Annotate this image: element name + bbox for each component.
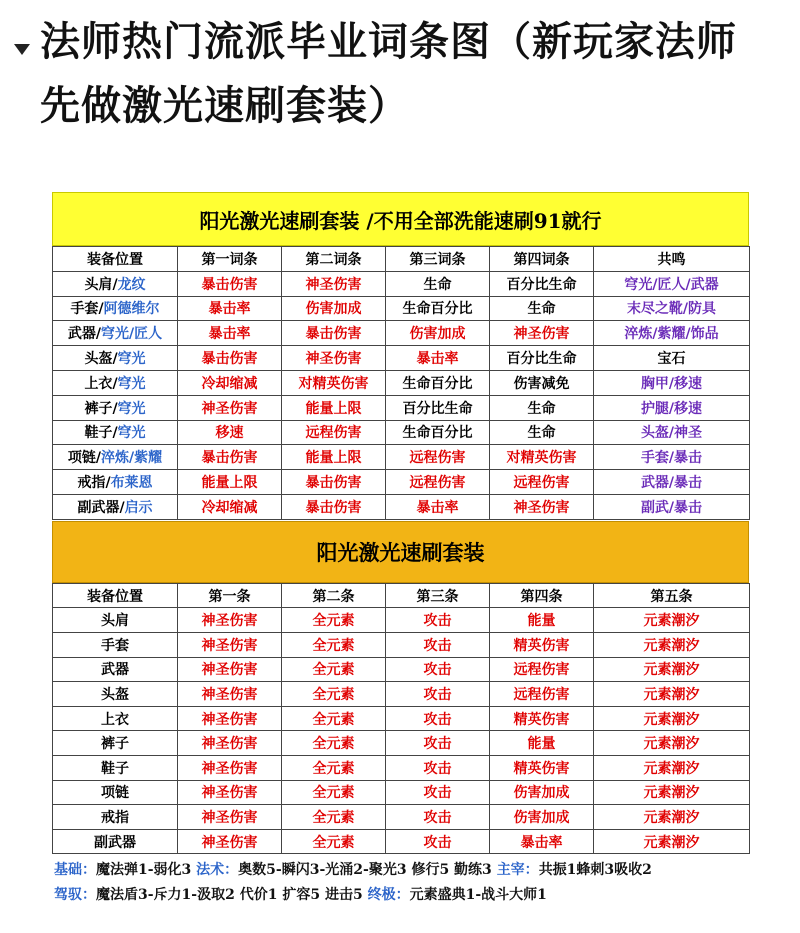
slot-legendary: 穹光 (117, 425, 146, 442)
table2-header-cell: 第四条 (490, 583, 594, 608)
table2-header-cell: 第三条 (386, 583, 490, 608)
affix-cell: 远程伤害 (282, 420, 386, 445)
slot-legendary: 穹光 (117, 351, 146, 368)
slot-cell (53, 370, 178, 395)
affix-cell: 攻击 (386, 706, 490, 731)
table2-row (53, 780, 750, 805)
affix-cell: 全元素 (282, 731, 386, 756)
affix-cell: 远程伤害 (490, 682, 594, 707)
affix-cell: 元素潮汐 (594, 657, 750, 682)
table2-header-cell: 第五条 (594, 583, 750, 608)
affix-cell: 攻击 (386, 682, 490, 707)
slot-cell: 头肩 (53, 608, 178, 633)
table1-header-cell: 第一词条 (178, 247, 282, 272)
affix-cell: 能量上限 (178, 470, 282, 495)
affix-cell: 能量上限 (282, 445, 386, 470)
affix-cell: 元素潮汐 (594, 805, 750, 830)
table1-row (53, 296, 750, 321)
affix-cell: 神圣伤害 (178, 829, 282, 854)
collapse-caret-icon[interactable] (14, 44, 30, 55)
affix-cell: 冷却缩减 (178, 370, 282, 395)
slot-name: 副武器 (77, 499, 120, 516)
affix-cell: 神圣伤害 (282, 346, 386, 371)
slot-name: 戒指 (77, 475, 106, 492)
table1-row (53, 445, 750, 470)
slot-name: 头盔 (84, 351, 113, 368)
slot-cell: 手套 (53, 632, 178, 657)
skill-category: 驾驭： (54, 887, 96, 904)
affix-cell: 暴击伤害 (178, 271, 282, 296)
table2-header-cell: 装备位置 (53, 583, 178, 608)
affix-cell: 暴击率 (178, 321, 282, 346)
footer-line-1 (52, 858, 749, 883)
resonance-cell: 副武/暴击 (594, 494, 750, 519)
affix-cell: 生命百分比 (386, 296, 490, 321)
affix-cell: 全元素 (282, 632, 386, 657)
affix-cell: 精英伤害 (490, 755, 594, 780)
affix-cell: 全元素 (282, 780, 386, 805)
skill-list: 魔法弹1-弱化3 (96, 862, 197, 879)
affix-cell: 暴击率 (178, 296, 282, 321)
resonance-cell: 头盔/神圣 (594, 420, 750, 445)
skill-category: 终极： (367, 887, 410, 904)
affix-cell: 生命 (490, 395, 594, 420)
heading-title: 法师热门流派毕业词条图（新玩家法师先做激光速刷套装） (40, 19, 737, 129)
affix-cell: 伤害加成 (490, 805, 594, 830)
skill-category: 主宰： (496, 862, 539, 879)
affix-cell: 暴击伤害 (282, 321, 386, 346)
affix-cell: 百分比生命 (490, 346, 594, 371)
affix-cell: 生命百分比 (386, 370, 490, 395)
affix-cell: 神圣伤害 (178, 682, 282, 707)
slot-name: 裤子 (84, 400, 113, 417)
table1-header-cell: 第四词条 (490, 247, 594, 272)
affix-cell: 全元素 (282, 657, 386, 682)
affix-cell: 攻击 (386, 608, 490, 633)
slot-cell (53, 395, 178, 420)
table1-header-row (53, 247, 750, 272)
affix-cell: 能量上限 (282, 395, 386, 420)
affix-cell: 神圣伤害 (178, 731, 282, 756)
resonance-cell: 末尽之靴/防具 (594, 296, 750, 321)
affix-cell: 能量 (490, 731, 594, 756)
slot-cell: 项链 (53, 780, 178, 805)
affix-cell: 暴击率 (386, 346, 490, 371)
table1-row (53, 370, 750, 395)
slot-name: 头肩 (84, 276, 113, 293)
table2-row (53, 805, 750, 830)
affix-cell: 百分比生命 (490, 271, 594, 296)
affix-cell: 神圣伤害 (178, 657, 282, 682)
slot-name: 上衣 (84, 375, 113, 392)
affix-cell: 伤害减免 (490, 370, 594, 395)
slot-legendary: 龙纹 (117, 276, 146, 293)
skill-category: 基础： (54, 862, 96, 879)
table2-banner: 阳光激光速刷套装 (52, 521, 749, 583)
affix-cell: 能量 (490, 608, 594, 633)
affix-cell: 伤害加成 (490, 780, 594, 805)
table1-row (53, 321, 750, 346)
table2-row (53, 731, 750, 756)
table1-header-cell: 第二词条 (282, 247, 386, 272)
table2-row (53, 706, 750, 731)
resonance-cell: 宝石 (594, 346, 750, 371)
affix-cell: 元素潮汐 (594, 632, 750, 657)
slot-legendary: 穹光 (117, 400, 146, 417)
affix-cell: 远程伤害 (386, 470, 490, 495)
table2-header-cell: 第一条 (178, 583, 282, 608)
skill-list: 奥数5-瞬闪3-光涌2-聚光3 修行5 勤练3 (238, 862, 497, 879)
slot-separator: / (112, 276, 118, 293)
slot-cell (53, 296, 178, 321)
slot-legendary: 穹光 (117, 375, 146, 392)
affix-cell: 神圣伤害 (178, 755, 282, 780)
slot-separator: / (112, 375, 118, 392)
resonance-cell: 淬炼/紫耀/饰品 (594, 321, 750, 346)
affix-cell: 远程伤害 (490, 470, 594, 495)
footer-line-2 (52, 883, 749, 908)
affix-cell: 对精英伤害 (490, 445, 594, 470)
slot-separator: / (98, 301, 104, 318)
slot-separator: / (112, 400, 118, 417)
affix-cell: 攻击 (386, 755, 490, 780)
slot-cell (53, 445, 178, 470)
affix-cell: 全元素 (282, 805, 386, 830)
affix-cell: 神圣伤害 (282, 271, 386, 296)
affix-cell: 攻击 (386, 829, 490, 854)
affix-cell: 元素潮汐 (594, 682, 750, 707)
table2-header-row (53, 583, 750, 608)
table1-row (53, 271, 750, 296)
affix-cell: 百分比生命 (386, 395, 490, 420)
slot-legendary: 阿德维尔 (103, 301, 160, 318)
affix-cell: 对精英伤害 (282, 370, 386, 395)
slot-name: 手套 (70, 301, 99, 318)
affix-cell: 神圣伤害 (178, 395, 282, 420)
affix-cell: 攻击 (386, 657, 490, 682)
slot-cell (53, 494, 178, 519)
slot-cell (53, 420, 178, 445)
skill-list: 魔法盾3-斥力1-汲取2 代价1 扩容5 进击5 (96, 887, 368, 904)
affix-cell: 元素潮汐 (594, 706, 750, 731)
table1-row (53, 420, 750, 445)
affix-cell: 全元素 (282, 682, 386, 707)
affix-cell: 神圣伤害 (178, 706, 282, 731)
affix-cell: 伤害加成 (386, 321, 490, 346)
affix-cell: 精英伤害 (490, 632, 594, 657)
slot-cell: 头盔 (53, 682, 178, 707)
affix-cell: 神圣伤害 (178, 805, 282, 830)
table1-row (53, 395, 750, 420)
affix-cell: 神圣伤害 (490, 321, 594, 346)
table2-row (53, 608, 750, 633)
affix-cell: 攻击 (386, 632, 490, 657)
slot-legendary: 穹光/匠人 (101, 326, 163, 343)
table2 (52, 583, 750, 855)
affix-cell: 远程伤害 (490, 657, 594, 682)
table1-header-cell: 第三词条 (386, 247, 490, 272)
affix-cell: 神圣伤害 (178, 780, 282, 805)
table2-row (53, 829, 750, 854)
slot-cell (53, 271, 178, 296)
slot-cell (53, 470, 178, 495)
table1-row (53, 494, 750, 519)
slot-cell: 上衣 (53, 706, 178, 731)
resonance-cell: 穹光/匠人/武器 (594, 271, 750, 296)
resonance-cell: 武器/暴击 (594, 470, 750, 495)
slot-cell: 鞋子 (53, 755, 178, 780)
affix-cell: 元素潮汐 (594, 780, 750, 805)
affix-cell: 暴击伤害 (282, 470, 386, 495)
slot-name: 武器 (67, 326, 96, 343)
affix-cell: 暴击率 (490, 829, 594, 854)
affix-cell: 攻击 (386, 780, 490, 805)
table1-row (53, 346, 750, 371)
affix-cell: 生命 (490, 296, 594, 321)
slot-cell (53, 346, 178, 371)
affix-cell: 生命百分比 (386, 420, 490, 445)
affix-cell: 攻击 (386, 805, 490, 830)
affix-cell: 暴击率 (386, 494, 490, 519)
slot-legendary: 淬炼/紫耀 (101, 450, 163, 467)
slot-separator: / (105, 475, 111, 492)
table1-header-cell: 装备位置 (53, 247, 178, 272)
affix-cell: 生命 (490, 420, 594, 445)
post-heading (14, 10, 790, 138)
table1-banner: 阳光激光速刷套装 /不用全部洗能速刷91就行 (52, 192, 749, 246)
table2-header-cell: 第二条 (282, 583, 386, 608)
table2-row (53, 682, 750, 707)
slot-cell: 裤子 (53, 731, 178, 756)
table2-row (53, 755, 750, 780)
affix-cell: 冷却缩减 (178, 494, 282, 519)
slot-cell (53, 321, 178, 346)
table2-row (53, 657, 750, 682)
affix-cell: 神圣伤害 (178, 608, 282, 633)
slot-separator: / (95, 326, 101, 343)
affix-cell: 精英伤害 (490, 706, 594, 731)
build-sheet-image (52, 192, 749, 908)
affix-cell: 伤害加成 (282, 296, 386, 321)
slot-separator: / (112, 351, 118, 368)
table2-row (53, 632, 750, 657)
affix-cell: 攻击 (386, 731, 490, 756)
slot-legendary: 启示 (124, 499, 153, 516)
slot-separator: / (119, 499, 125, 516)
affix-cell: 全元素 (282, 755, 386, 780)
affix-cell: 全元素 (282, 829, 386, 854)
affix-cell: 暴击伤害 (178, 346, 282, 371)
skills-footer (52, 858, 749, 908)
slot-legendary: 布莱恩 (110, 475, 153, 492)
affix-cell: 全元素 (282, 706, 386, 731)
table1-row (53, 470, 750, 495)
affix-cell: 元素潮汐 (594, 755, 750, 780)
resonance-cell: 护腿/移速 (594, 395, 750, 420)
affix-cell: 神圣伤害 (178, 632, 282, 657)
skill-list: 共振1蜂刺3吸收2 (538, 862, 652, 879)
slot-name: 鞋子 (84, 425, 113, 442)
slot-cell: 武器 (53, 657, 178, 682)
affix-cell: 生命 (386, 271, 490, 296)
affix-cell: 暴击伤害 (282, 494, 386, 519)
table1-header-cell: 共鸣 (594, 247, 750, 272)
affix-cell: 移速 (178, 420, 282, 445)
slot-cell: 戒指 (53, 805, 178, 830)
resonance-cell: 胸甲/移速 (594, 370, 750, 395)
affix-cell: 神圣伤害 (490, 494, 594, 519)
table1 (52, 246, 750, 520)
affix-cell: 元素潮汐 (594, 731, 750, 756)
slot-cell: 副武器 (53, 829, 178, 854)
slot-name: 项链 (67, 450, 96, 467)
affix-cell: 远程伤害 (386, 445, 490, 470)
affix-cell: 元素潮汐 (594, 829, 750, 854)
affix-cell: 元素潮汐 (594, 608, 750, 633)
affix-cell: 全元素 (282, 608, 386, 633)
skill-list: 元素盛典1-战斗大师1 (409, 887, 547, 904)
skill-category: 法术： (196, 862, 239, 879)
slot-separator: / (95, 450, 101, 467)
slot-separator: / (112, 425, 118, 442)
resonance-cell: 手套/暴击 (594, 445, 750, 470)
affix-cell: 暴击伤害 (178, 445, 282, 470)
